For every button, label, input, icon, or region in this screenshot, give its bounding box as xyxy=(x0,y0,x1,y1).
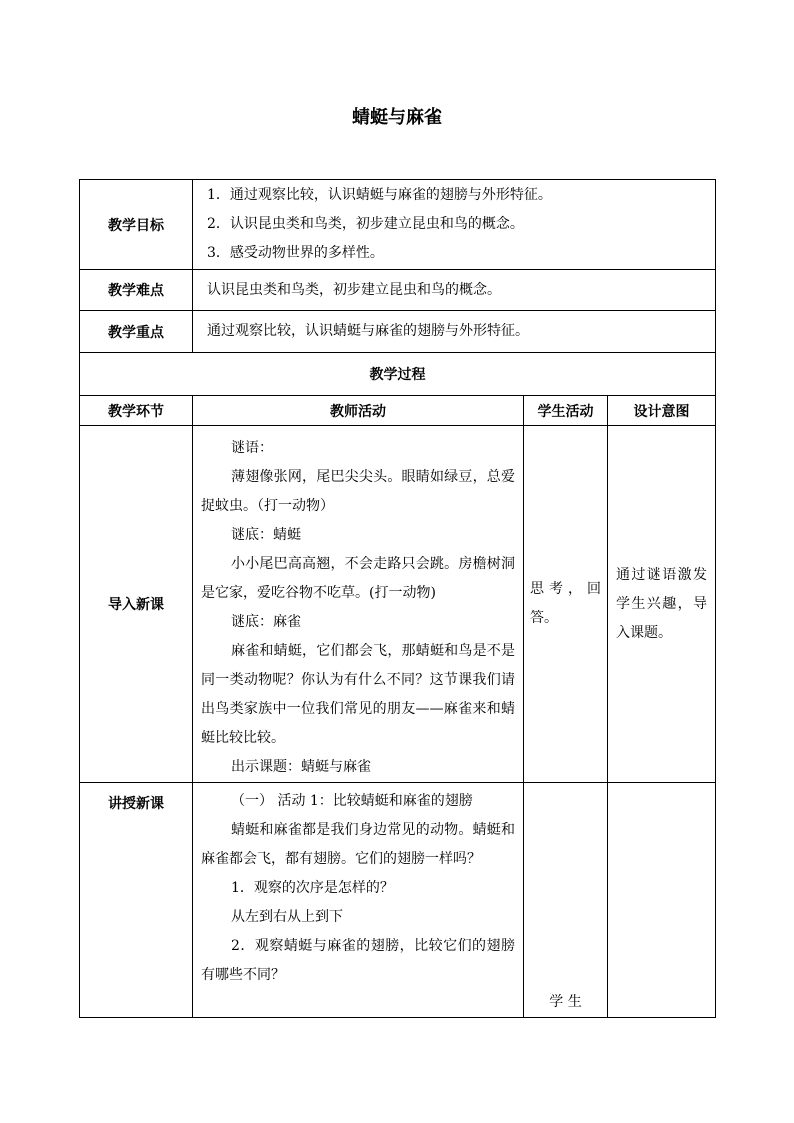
teacher-paragraph: 小小尾巴高高翘，不会走路只会跳。房檐树洞是它家，爱吃谷物不吃草。(打一动物) xyxy=(201,556,515,601)
student-text: 学 生 xyxy=(549,994,582,1010)
lesson-plan-table xyxy=(79,179,716,1018)
teacher-paragraph: 谜语： xyxy=(231,440,273,456)
objectives-label: 教学目标 xyxy=(80,180,193,270)
teacher-paragraph: 2．观察蜻蜓与麻雀的翅膀，比较它们的翅膀有哪些不同？ xyxy=(201,938,515,983)
new-lesson-teacher-activity xyxy=(193,783,524,1018)
intro-student-activity xyxy=(524,426,608,783)
difficulty-row xyxy=(80,270,716,311)
teacher-paragraph: 谜底：麻雀 xyxy=(231,614,301,630)
new-lesson-student-activity xyxy=(524,783,608,1018)
intent-text: 通过谜语激发学生兴趣，导入课题。 xyxy=(616,566,707,641)
new-lesson-row xyxy=(80,783,716,1018)
objectives-row xyxy=(80,180,716,270)
teacher-paragraph: 薄翅像张网，尾巴尖尖头。眼睛如绿豆，总爱捉蚊虫。（打一动物） xyxy=(201,469,515,514)
teacher-paragraph: 从左到右从上到下 xyxy=(231,909,343,925)
column-header: 教师活动 xyxy=(193,396,524,426)
difficulty-label: 教学难点 xyxy=(80,270,193,311)
intro-row xyxy=(80,426,716,783)
key-points-row xyxy=(80,311,716,353)
objective-item: 2．认识昆虫类和鸟类，初步建立昆虫和鸟的概念。 xyxy=(207,216,524,232)
teacher-paragraph: 1．观察的次序是怎样的？ xyxy=(231,880,394,896)
key-points-label: 教学重点 xyxy=(80,311,193,353)
intro-teacher-activity xyxy=(193,426,524,783)
teacher-paragraph: 出示课题：蜻蜓与麻雀 xyxy=(231,759,371,775)
column-header: 学生活动 xyxy=(524,396,608,426)
intro-stage: 导入新课 xyxy=(80,426,193,783)
objective-item: 3．感受动物世界的多样性。 xyxy=(207,245,384,261)
difficulty-text: 认识昆虫类和鸟类，初步建立昆虫和鸟的概念。 xyxy=(207,281,501,298)
teacher-paragraph: 麻雀和蜻蜓，它们都会飞，那蜻蜓和鸟是不是同一类动物呢？你认为有什么不同？这节课我们请出鸟类家族中一位我们常见的朋友——麻雀来和蜻蜓比较比较。 xyxy=(201,643,515,746)
new-lesson-design-intent xyxy=(608,783,716,1018)
student-text: 思考，回答。 xyxy=(530,581,601,626)
intro-design-intent xyxy=(608,426,716,783)
objective-item: 1．通过观察比较，认识蜻蜓与麻雀的翅膀与外形特征。 xyxy=(207,187,552,203)
teacher-paragraph: （一） 活动 1：比较蜻蜓和麻雀的翅膀 xyxy=(231,793,473,809)
page-title: 蜻蜓与麻雀 xyxy=(352,107,442,128)
process-header-row xyxy=(80,353,716,396)
column-header: 教学环节 xyxy=(80,396,193,426)
teacher-paragraph: 谜底：蜻蜓 xyxy=(231,527,301,543)
objectives-content xyxy=(193,180,716,270)
key-points-text: 通过观察比较，认识蜻蜓与麻雀的翅膀与外形特征。 xyxy=(207,323,529,339)
new-lesson-stage: 讲授新课 xyxy=(80,783,193,1018)
column-header: 设计意图 xyxy=(608,396,716,426)
teacher-paragraph: 蜻蜓和麻雀都是我们身边常见的动物。蜻蜓和麻雀都会飞，都有翅膀。它们的翅膀一样吗？ xyxy=(201,822,515,867)
process-label: 教学过程 xyxy=(80,353,716,396)
column-header-row xyxy=(80,396,716,426)
